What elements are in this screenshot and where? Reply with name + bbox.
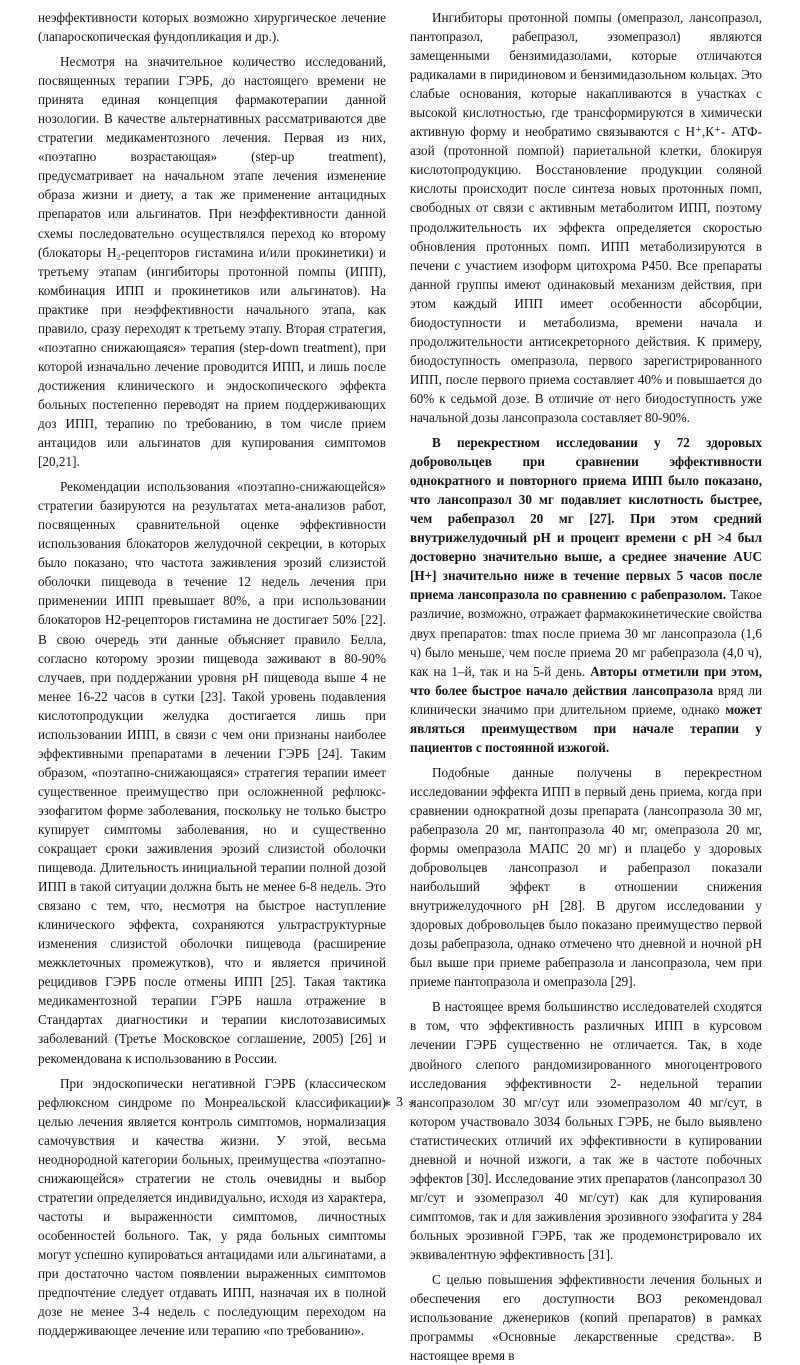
paragraph-crossover-study (410, 433, 762, 757)
paragraph-continuation: неэффективности которых возможно хирургическое лечение (лапароскопическая фундопликация и др.). (38, 10, 386, 45)
text-clinical-significance: вряд ли клинически значимо при длительном приеме, однако (410, 682, 762, 717)
paragraph-recommendations: Рекомендации использования «поэтапно-снижающейся» стратегии базируются на результатах мета-анализов работ, посвященных сравнительной оценке эффективности использования блокаторов желудочной секреции, в которых было показано, что частота заживления эрозий слизистой оболочки пищевода в течение 12 недель лечения при применении ИПП превышает 80%, а при использовании блокаторов Н2-рецепторов гистамина не достигает 50% [22]. В свою очередь эти данные объясняет правило Белла, согласно которому эрозии пищевода заживают в 80-90% случаев, при поддержании уровня рН пищевода выше 4 не менее 16-22 часов в сутки [23]. Такой уровень подавления кислотопродукции желудка достигается лишь при использовании ИПП, в связи с чем они признаны наиболее эффективными препаратами в лечении ГЭРБ [24]. Таким образом, «поэтапно-снижающаяся» стратегия терапии имеет существенное преимущество при осложненной рефлюкс-эзофагитом форме заболевания, поскольку не только быстро купирует симптомы заболевания, но и существенно сокращает сроки заживления эрозий слизистой оболочки пищевода. Длительность инициальной терапии полной дозой ИПП в такой ситуации должна быть не менее 6-8 недель. Это связано с тем, что, несмотря на быстрое наступление клинического эффекта, сохраняются ультраструктурные изменения слизистой оболочки пищевода (расширение межклеточных промежутков), что и является причиной рецидивов ГЭРБ после отмены ИПП [25]. Такая тактика медикаментозной терапии ГЭРБ нашла отражение в Стандартах диагностики и терапии кислотозависимых заболеваний (Третье Московское соглашение, 2005) [26] и рекомендована к использованию в России. (38, 479, 386, 1066)
paragraph-first-day-study: Подобные данные получены в перекрестном исследовании эффекта ИПП в первый день приема, когда при сравнении однократной дозы препарата (лансопразола 30 мг, рабепразола 20 мг, пантопразола 40 мг, омепразола 20 мг, формы омепразола МАПС 20 мг) и плацебо у здоровых добровольцев лансопразол и рабепразол показали наибольший эффект в отношении снижения внутрижелудочного рН [28]. В другом исследовании у здоровых добровольцев было показано преимущество первой дозы рабепразола, однако отмечено что дневной и ночной рН был выше при приеме рабепразола и лансопразола, чем при приеме пантопразола и омепразола [29]. (410, 764, 762, 990)
text-pharmacokinetics: Такое различие, возможно, отражает фармакокинетические свойства двух препаратов: tmax после приема 30 мг лансопразола (1,6 ч) было меньше, чем после приема 20 мг рабепразола (4,0 ч), как на 1–й, так и на 5-й день. (410, 587, 762, 679)
paragraph-generics: С целью повышения эффективности лечения больных и обеспечения его доступности ВОЗ рекомендовал использование дженериков (копий препаратов) в рамках программы «Основные лекарственные средства». В настоящее время в (410, 1272, 762, 1364)
left-column (38, 8, 386, 1340)
paragraph-course-efficacy: В настоящее время большинство исследователей сходятся в том, что эффективность различных ИПП в курсовом лечении ГЭРБ существенно не отличается. Так, в ходе двойного слепого рандомизированного многоцентрового исследования эффективности 2- недельной терапии лансопразолом 30 мг/сут или эзомепразолом 40 мг/сут, в котором участвовало 3034 больных ГЭРБ, не было выявлено статистических отличий их эффективности в купировании дневной и ночной изжоги, а так же в частоте побочных эффектов [30]. Исследование этих препаратов (лансопразол 30 мг/сут и эзомепразол 40 мг/сут) как для купирования симптомов, так и для заживления эрозивного эзофагита у 284 больных эрозивной ГЭРБ, так же продемонстрировало их эквивалентную эффективность [31]. (410, 999, 762, 1262)
paragraph-negative-gerd: При эндоскопически негативной ГЭРБ (классическом рефлюксном синдроме по Монреальской классификации) целью лечения является контроль симптомов, нормализация самочувствия и качества жизни. У этой, весьма неоднородной категории больных, преимущества «поэтапно-снижающейся» стратегии не столь очевидны и выбор стратегии определяется индивидуально, исходя из характера, частоты и выраженности симптомов, личностных особенностей больного. Так, у ряда больных симптомы могут успешно купироваться антацидами или альгинатами, а при достаточно частом появлении выраженных симптомов предпочтение следует отдавать ИПП, назначая их в полной дозе не менее 3-4 недель с последующим переходом на поддерживающее лечение или терапию «по требованию». (38, 1075, 386, 1339)
bold-text-authors-note: Авторы отметили при этом, что более быстрое начало действия лансопразола (410, 663, 763, 698)
bold-text-study-result: В перекрестном исследовании у 72 здоровых добровольцев при сравнении эффективности однократного и повторного приема ИПП было показано, что лансопразол 30 мг подавляет кислотность быстрее, чем рабепразол 20 мг [27]. При этом средний внутрижелудочный рН и процент времени с рН >4 был достоверно значительно выше, а среднее значение AUC [H+] значительно ниже в течение первых 5 часов после приема лансопразола по сравнению с рабепразолом. (410, 435, 762, 603)
paragraph-strategies: Несмотря на значительное количество исследований, посвященных терапии ГЭРБ, до настоящего времени не принята единая концепция фармакотерапии данной нозологии. В качестве альтернативных рассматриваются две стратегии медикаментозного лечения. Первая из них, «поэтапно возрастающая» (step-up treatment), предусматривает на начальном этапе лечения изменение образа жизни и диету, а так же применение антацидных препаратов или альгинатов. При неэффективности данной схемы последовательно осуществлялся переход ко второму (блокаторы Н₂-рецепторов гистамина и/или прокинетики) и третьему этапам (ингибиторы протонной помпы (ИПП), комбинация ИПП и прокинетиков или альгинатов). На практике при неэффективности начального этапа, как правило, сразу переходят к третьему этапу. Вторая стратегия, «поэтапно снижающаяся» терапия (step-down treatment), при которой изначально лечение проводится ИПП, и лишь после достижения клинического и эндоскопического эффекта больных постепенно переводят на прием поддерживающих доз ИПП, терапию по требованию, в том числе прием антацидов или альгинатов для купирования симптомов [20,21]. (38, 54, 386, 470)
right-column (410, 8, 762, 1365)
paragraph-ppi-description: Ингибиторы протонной помпы (омепразол, лансопразол, пантопразол, рабепразол, эзомепразол) являются замещенными бензимидазолами, которые отличаются радикалами в пиридиновом и бензимидазольном кольцах. Это слабые основания, которые накапливаются в участках с высокой кислотностью, где трансформируются в химически активную форму и необратимо связываются с Н⁺,К⁺- АТФ-азой (протонной помпой) париетальной клетки, блокируя кислотопродукцию. Восстановление продукции соляной кислоты происходит после синтеза новых протонных помп, свободных от связи с активным метаболитом ИПП, поэтому продолжительность их эффекта определяется скоростью обновления протонных помп. ИПП метаболизируются в печени с участием изоформ цитохрома Р450. Все препараты данной группы имеют одинаковый механизм действия, при этом каждый ИПП имеет особенности абсорбции, биодоступности и метаболизма, времени начала и продолжительности антисекреторного действия. К примеру, биодоступность омепразола, первого зарегистрированного ИПП, после первого приема составляет 40% и повышается до 60% к седьмой дозе. В отличие от него биодоступность уже начальной дозы лансопразола составляет 80-90%. (410, 10, 762, 425)
bold-text-advantage: может являться преимуществом при начале терапии у пациентов с постоянной изжогой. (410, 701, 762, 755)
page-number: ⁎ 3 ⁎ (383, 1095, 417, 1110)
